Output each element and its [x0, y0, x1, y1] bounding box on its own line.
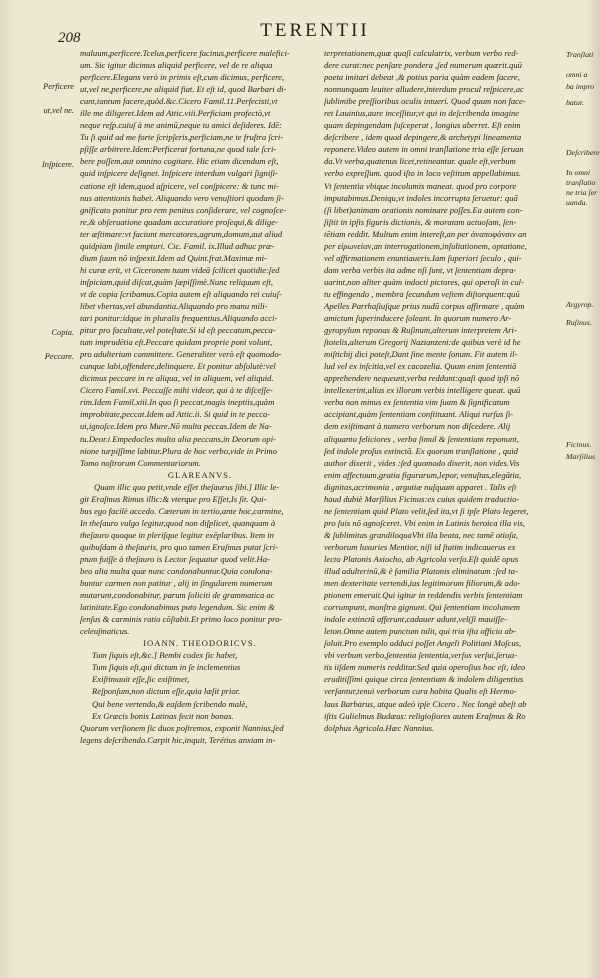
right-column-line: dolphus Agricola.Hæc Nannius. [324, 722, 435, 733]
left-column-line: pſiſſe arbitrere.Idem:Perficerat fortuna,ne quod tale ſcri- [80, 144, 277, 155]
left-column-line: Qui bene vertendo,& eaſdem ſcribendo malè, [92, 698, 248, 709]
left-column-line: nus attentionis habet. Aliquando vero venuſtiori quodam ſi- [80, 192, 284, 203]
left-column-line: Tu ſi quid ad me forte ſcripſeris,perficiam,ne te fruſtra ſcri- [80, 132, 284, 143]
page-number: 208 [58, 30, 81, 46]
left-margin-note: Peccare. [44, 352, 74, 361]
left-column-line: bus ego facilè accedo. Cæterum in tertio,ante hoc,carmine, [80, 505, 284, 516]
right-column-line: poeta imitari debeat ,& potius paria quàm eadem facere, [324, 72, 520, 83]
right-column-line: men dexteritate vertendi,ius legitimorum filiorum,& ado- [324, 578, 521, 589]
right-column-line: author dixerit , vides :ſed quomodo dixerit, non vides.Vis [324, 457, 520, 468]
left-column-line: GLAREANVS. [167, 469, 233, 480]
left-column-line: cunt,tantum facere,quòd.&c.Cicero Famil.11.Perfecisti,vt [80, 96, 278, 107]
left-column-line: improbitate,peccat.Idem ad Attic.ii. Si quid in te pecca- [80, 409, 271, 420]
left-column-line: pitur pro facultate,vel poteſtate.Si id eſt peccatum,pecca- [80, 325, 276, 336]
left-margin-note: Copia. [51, 328, 74, 337]
right-margin-note: batur. [566, 98, 584, 107]
right-column-line: dere curat:nec penſare pondera ,ſed numerum quærit.quū [324, 60, 522, 71]
right-column-line: iſtis Gulielmus Budæus: religioſiores autem Eraſmus & Ro [324, 710, 526, 721]
right-margin-note: Ruſinus. [566, 318, 592, 327]
left-column-line: catione eſt idem,quod aſpicere, vel conſpicere: & tunc mi- [80, 180, 279, 191]
right-column-line: leton.Omne autem punctum tulit, qui tria iſta officia ab- [324, 626, 516, 637]
right-column-line: vbi verbum verbo,ſententia ſententia,verſus verſui,ſerua- [324, 650, 518, 661]
left-column-line: ille me diligeret.Idem ad Attic.viii.Perficiam profectò,vt [80, 108, 271, 119]
left-column-line: hi curæ erit, vt Ciceronem tuum videā ſcilicet quotidie:ſed [80, 264, 280, 275]
right-column-line: verborum luxuries Mentior, niſi id ſtatim indicauerus ex [324, 541, 516, 552]
right-column-line: amictum ſuperinducere ſoleant. In quorum numero Ar- [324, 313, 512, 324]
right-column-line: imputabimus.Deniqu,vt indoles incorrupta ſeruetur: quā [324, 192, 518, 203]
right-column-line: verſantur,tenui verborum cura habita Qualis eſt Hermo- [324, 686, 517, 697]
left-column-line: buntur carmen non patitur , alij in ſingularem numerum [80, 578, 273, 589]
left-column-line: legens deſcribendo.Carpit hic,inquit, Terétius anxiam in- [80, 734, 276, 745]
right-column-line: corrumpunt, monſtra gignunt. Qui ſententiam incolumem [324, 602, 520, 613]
right-column-line: dam verba verbis ita adme nſi ſunt, vt ſententiam depra- [324, 264, 517, 275]
right-column-line: miſticbij dici poteſt,Dant ſine mente ſonum. Fit autem il- [324, 349, 518, 360]
right-column-line: lud vel ex inſcitia,vel ex cacozelia. Quum enim ſententiā [324, 361, 517, 372]
right-margin-note: Argyrop. [566, 300, 594, 309]
left-margin-note: Perficere [43, 82, 74, 91]
left-column-line: quibuſdam à theſauris, pro quo tamen Eraſmus putat ſcri- [80, 541, 279, 552]
left-column-line: Tum ſiquis eſt,&c.] Bembi codex ſic habet, [92, 650, 238, 661]
right-column-line: uarint,non aliter quàm indocti pictores, qui operoſi in cul- [324, 276, 524, 287]
right-margin-note: tranſlatio [566, 178, 596, 187]
right-column-line: (ſi libet)animam orationis nominare poſſes.Ea autem con- [324, 204, 523, 215]
left-column-line: pro adulterium committere. Generaliter verò eſt quomodo- [80, 349, 282, 360]
right-column-line: haud dubiè Marſilius Ficinus:ex cuius quidem traductio- [324, 493, 520, 504]
right-column [324, 47, 564, 734]
right-column-line: quam depingendam ſuſceperat , longius aberret. Eſt enim [324, 120, 521, 131]
right-column-line: nonnunquam leuiter alludere,interdum procul reſpicere,ac [324, 84, 524, 95]
right-column-line: ſublimibe preſſioribus oculis intueri. Quod quum non face- [324, 96, 526, 107]
right-column-line: indole extinctā afferunt,cadauer adunt,vel(ſi mauiſſe- [324, 614, 507, 625]
left-column-line: gnificato ponitur pro rem penitus conſiderare, vel cognoſce- [80, 204, 287, 215]
left-column-line: ter æſtimare:vt faciunt mercatores,agrum,domum,aut aliud [80, 228, 283, 239]
left-column-line: celeuſmaticus. [80, 626, 130, 637]
right-column-line: ptionem emeruit.Qui igitur in reddendis verbis ſententiam [324, 590, 523, 601]
left-column-line: quidpiam ſimile empturi. Cic. Famil. ix.Illud adhuc præ- [80, 240, 275, 251]
left-column-line: um. Sic igitur dicimus aliquid perficere, vel de re aliqua [80, 60, 273, 71]
right-margin-note: In omni [566, 168, 591, 177]
right-column-line: reponere.Video autem in omni tranſlatione tria eſſe ſeruan [324, 144, 524, 155]
right-margin-note: Marſilius [566, 452, 596, 461]
right-column-line: ſoluit.Pro exemplo adduci poſſet Angeli Politiani Moſcus, [324, 638, 522, 649]
right-margin-note: Tranſlati [566, 50, 594, 59]
left-column-line: latinitate.Ego condonabimus puto legendum. Sic enim & [80, 602, 275, 613]
right-column-line: verba non minus ex ſententia vim ſuam & ſignificatum [324, 397, 510, 408]
left-margin-note: Inſpicere. [41, 160, 74, 169]
right-column-line: ret Lauinius,aure inceſſitur,vt qui in deſcribenda imagine [324, 108, 520, 119]
right-column-line: deſcribere , idem quod depingere,& archetypi lineamenta [324, 132, 522, 143]
left-column-line: ut,vel ne,perficere,ne aliquid fiat. Et eſt id, quod Barbari di- [80, 84, 287, 95]
right-column-line: terpretationem,quæ quaſi calculatrix, verbum verbo red- [324, 48, 519, 58]
right-column-line: eruditiſſimi quique circa ſententiam & indolem diligentius [324, 674, 524, 685]
left-column-line: dium ſuum nō inſpexit.Idem ad Quint.frat.Maximæ mi- [80, 252, 267, 263]
left-column-line: rim.Idem Famil.xiii.In quo ſi peccat,magis ineptiis,quàm [80, 397, 275, 408]
right-column-line: apprehendere nequeunt,verba reddunt:quaſi quod ipſi nō [324, 373, 520, 384]
right-column-line: & ſublimitas grandiloquaVbi illa beata, nec tamē otioſa, [324, 529, 519, 540]
right-column-line: ſtotelis,alterum Gregorij Nazianzeni:de quibus verè id he [324, 337, 521, 348]
right-column-line: tu effingendo , membra ſecundum veſtem diſtorquent:quū [324, 288, 520, 299]
right-column-line: aliquanto feliciores , verba ſimul & ſententiam reponunt, [324, 433, 519, 444]
left-column-line: beo alia multa quæ nunc condonabuntur.Quia condona- [80, 566, 273, 577]
left-column-line: Cicero Famil.xvi. Peccaſſe mihi videor, qui à te diſceſſe- [80, 385, 273, 396]
right-column-line: laus Barbarus, atque adeò ipſe Cicero . Nec longè abeſt ab [324, 698, 527, 709]
left-column-line: Quorum verſionem ſic duos poſtremos, exponit Nannius,ſed [80, 722, 284, 733]
left-column-line: Tomo noſtrorum Commentariorum. [80, 457, 201, 468]
right-column-line: Vt ſententia vbique incolumis maneat. quod pro corpore [324, 180, 517, 191]
right-margin-note: Deſcribere [566, 148, 600, 157]
left-column-line: Exiſtimauit eſſe,ſic exiſtimet, [92, 674, 190, 685]
right-column-line: ſed indole proſus extinctā. Ex quorum tranſlatione , quid [324, 445, 518, 456]
right-column-line: ne ſententiam quid Plato velit,ſed ita,vt ſi ipſe Plato legeret, [324, 505, 529, 516]
right-column-line: dem exiſtimant à numero verborum non diſcedere. Alij [324, 421, 511, 432]
left-column-line: vt de copia ſcribamus.Copia autem eſt aliquando rei cuiuſ- [80, 288, 282, 299]
right-column-line: vel affirmationem enuntiaueris.Iam ſuperiori ſeculo , qui- [324, 252, 522, 263]
right-column-line: intellexerint,alius ex illorum verbis intelligere queat. quū [324, 385, 521, 396]
left-column-line: nione turpiſſime labitur.Plura de hoc verbo,vide in Primo [80, 445, 277, 456]
left-column-line: perficere.Elegans verò in primis eſt,cum dicimus, perficere, [80, 72, 285, 83]
right-margin-note: ba impro [566, 82, 595, 91]
right-column-line: tis iiſdem numeris redditur.Sed quia operoſius hoc eſt, ideo [324, 662, 526, 673]
left-column-line: theſauro quoque in pleriſque legitur exēplaribus. Item in [80, 529, 274, 540]
left-column-line: libet vbertas,vel abundantia.Aliquando pro manu mili- [80, 300, 268, 311]
right-column-line: dignitas,acrimonia , argutiæ nuſquam apparet . Talis eſt [324, 481, 517, 492]
right-column-line: lecto Platonis Axiocho, ab Agricola verſo.Eſt quidē opus [324, 553, 519, 564]
right-column-line: per εἰρωνείαν,an interrogationem,inſultationem, optatione, [324, 240, 527, 251]
left-column-line: Tum ſiquis eſt,qui dictum in ſe inclementius [92, 662, 241, 673]
left-margin-note: ut,vel ne. [43, 106, 74, 115]
left-column-line: neque reſp.cuiuſ à me animū,neque tu amici deſideres. Idē: [80, 120, 282, 131]
running-title-text: TERENTII [260, 20, 370, 41]
right-margin-note: Ficinus. [566, 440, 592, 449]
right-margin-note: omni a [566, 70, 588, 79]
left-column-line: IOANN. THEODORICVS. [143, 638, 257, 649]
right-column-line: Apelles Parrhaſiuſque prius nudū corpus affirmare , quàm [324, 300, 525, 311]
left-column-line: Ex Græcis bonis Latinas fecit non bonas. [92, 710, 234, 721]
left-column-line: mutarunt,condonabitur, parum ſoliciti de grammatica ac [80, 590, 275, 601]
right-column-line: enim affectuum,gratia figurarum,lepor, venuſtas,elegātia, [324, 469, 522, 480]
right-column-line: ſiſtit in ipſis figuris dictionis, & moratam actuoſam, ſen- [324, 216, 517, 227]
right-margin-note: uanda. [566, 198, 588, 207]
left-column-line: Quam illic quo petit,vnde eſſet theſaurus ſibi.] Illic le- [94, 481, 280, 492]
left-column-line: inſpiciam,quid diſcat,quàm ſæpiſſimè.Nunc reliquum eſt, [80, 276, 274, 287]
left-column-line: tu.Deor.i Empedocles multa alia peccans,in Deorum opi- [80, 433, 276, 444]
left-column-line: Reſponſum,non dictum eſſe,quia læſit prior. [92, 686, 241, 697]
left-column-line: git Eraſmus Rimus illic:& vterque pro Eſſet,Is ſit. Qui- [80, 493, 267, 504]
right-column-line: illud adulterinū,& è familia Platonis eliminatum :ſed ta- [324, 566, 518, 577]
right-column-line: da.Vt verba,quatenus licet,retineantur. quale eſt,verbum [324, 156, 516, 167]
right-column-line: gyropylum reponas & Ruſinum,alterum interpretem Ari- [324, 325, 517, 336]
right-column-line: verbo expreſſum. quod iſto in loco veſtitum appellabimus. [324, 168, 522, 179]
left-column-line: bere poſſem,aut omnino cogitare. Hic etiam dicendum eſt, [80, 156, 279, 167]
left-column-line: ui,ignoſce.Idem pro Mure.Nō multa peccas.Idem de Na- [80, 421, 272, 432]
left-column [80, 47, 320, 746]
left-column-line: tum imprudētia eſt.Peccare quidam proprie poni volunt, [80, 337, 273, 348]
right-margin-note: ne tria ſer [566, 188, 598, 197]
left-column-line: dicimus peccare in re aliqua, vel in aliquem, vel aliquid. [80, 373, 274, 384]
left-column-line: cunque labi,offendere,delinquere. Et ponitur abſolutè:vel [80, 361, 276, 372]
right-column-line: tētiam reddit. Multum enim intereſt,an per ἀναποφάνσιν an [324, 228, 527, 239]
left-column-line: In theſauro vulgo legitur,quod non diſplicet, quanquam à [80, 517, 276, 528]
left-column-line: ſenſus & carminis ratio cōſtabit.Et primo loco ponitur pro- [80, 614, 283, 625]
left-column-line: maluum,perficere.Tcelus,perficere facinus,perficere malefici- [80, 48, 290, 58]
left-column-line: quid inſpicere deſignet. Inſpicere interdum vulgari ſigniſi- [80, 168, 278, 179]
right-column-line: accipiant,quàm ſententiam conſtituant. Aliqui rurſus ſi- [324, 409, 514, 420]
left-column-line: ptum fuiſſe à theſauro is Lector ſequatur quod velit.Ha- [80, 553, 270, 564]
left-column-line: re,& obſeruatione quadam accuratiore proſequi,& dilige- [80, 216, 278, 227]
left-column-line: tari ponitur:idque in pluralis frequentius.Aliquando acci- [80, 313, 278, 324]
right-column-line: pro ſuis nō agnoſceret. Vbi enim in Latinis heroica illa vis, [324, 517, 525, 528]
running-title [0, 20, 600, 42]
